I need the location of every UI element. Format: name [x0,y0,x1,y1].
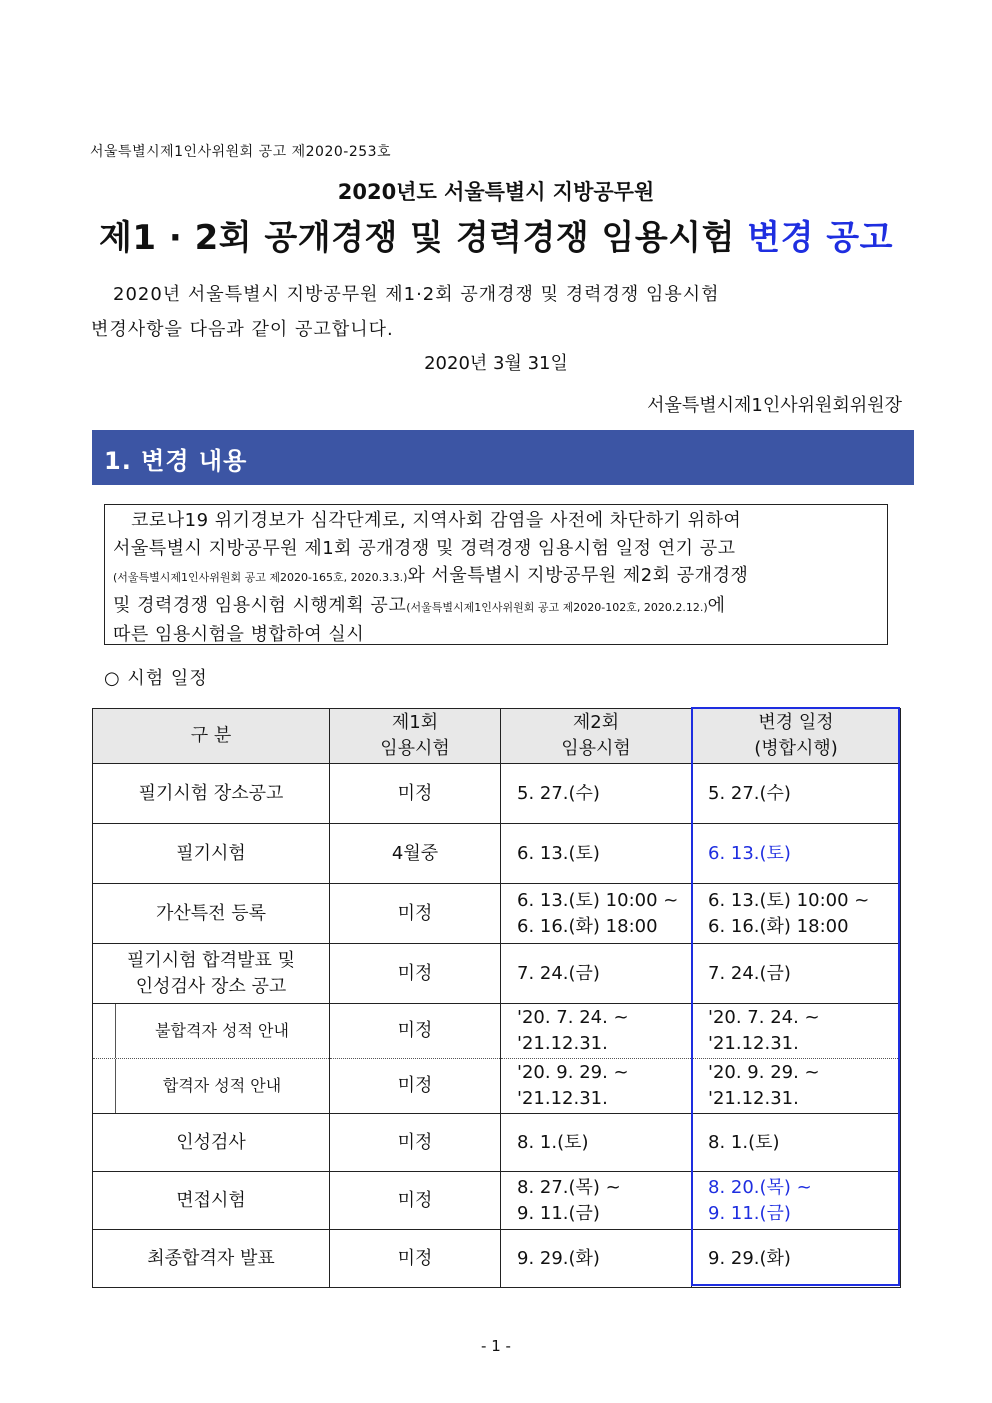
row-name: 인성검사 [93,1114,330,1172]
row-round1: 미정 [330,944,501,1004]
row-round2: '20. 7. 24. ~ '21.12.31. [501,1004,692,1059]
summary-line-4-end: 에 [707,594,726,616]
summary-line-4-text: 및 경력경쟁 임용시험 시행계획 공고 [113,594,407,616]
row-changed: 6. 13.(토) [692,824,901,884]
row-round1: 미정 [330,1172,501,1230]
signer: 서울특별시제1인사위원회위원장 [647,395,902,416]
row-round2: 9. 29.(화) [501,1230,692,1288]
table-header-row [93,709,901,764]
row-round2: 8. 1.(토) [501,1114,692,1172]
title-line-1: 2020년도 서울특별시 지방공무원 [337,180,655,204]
summary-line-1: 코로나19 위기경보가 심각단계로, 지역사회 감염을 사전에 차단하기 위하여 [131,510,742,531]
header-changed: 변경 일정 (병합시행) [692,709,901,764]
table-row [93,1059,901,1114]
row-round2: 5. 27.(수) [501,764,692,824]
row-round1: 미정 [330,1114,501,1172]
notice-date: 2020년 3월 31일 [424,353,568,374]
summary-ref-1: (서울특별시제1인사위원회 공고 제2020-165호, 2020.3.3.) [113,571,408,584]
table-row [93,884,901,944]
header-round1: 제1회 임용시험 [330,709,501,764]
row-changed: 8. 20.(목) ~ 9. 11.(금) [692,1172,901,1230]
row-changed: 6. 13.(토) 10:00 ~ 6. 16.(화) 18:00 [692,884,901,944]
title-highlight: 변경 공고 [747,218,893,258]
row-round1: 미정 [330,884,501,944]
header-round2: 제2회 임용시험 [501,709,692,764]
schedule-label: ○ 시험 일정 [104,668,208,689]
row-round2: 6. 13.(토) [501,824,692,884]
table-row [93,1114,901,1172]
table-row [93,824,901,884]
page-number: - 1 - [481,1337,511,1355]
summary-line-2: 서울특별시 지방공무원 제1회 공개경쟁 및 경력경쟁 임용시험 일정 연기 공고 [113,537,736,559]
row-round1: 미정 [330,1230,501,1288]
row-name: 필기시험 장소공고 [93,764,330,824]
row-changed: '20. 7. 24. ~ '21.12.31. [692,1004,901,1059]
title-main: 제1 · 2회 공개경쟁 및 경력경쟁 임용시험 [99,218,735,258]
title-line-2 [0,210,992,259]
row-round1: 미정 [330,1004,501,1059]
intro-line-2: 변경사항을 다음과 같이 공고합니다. [91,319,394,340]
summary-line-4 [113,592,879,622]
summary-line-5: 따른 임용시험을 병합하여 실시 [113,624,365,645]
table-row [93,1004,901,1059]
row-name: 불합격자 성적 안내 [93,1004,330,1059]
row-name: 필기시험 합격발표 및 인성검사 장소 공고 [93,944,330,1004]
table-row [93,1230,901,1288]
summary-box [104,504,888,645]
row-name: 최종합격자 발표 [93,1230,330,1288]
row-name: 가산특전 등록 [93,884,330,944]
row-name: 합격자 성적 안내 [93,1059,330,1114]
schedule-table [92,708,901,1288]
section-1-title: 1. 변경 내용 [104,447,248,475]
row-round2: 8. 27.(목) ~ 9. 11.(금) [501,1172,692,1230]
summary-line-3-text: 와 서울특별시 지방공무원 제2회 공개경쟁 [407,565,749,586]
header-category: 구 분 [93,709,330,764]
table-row [93,944,901,1004]
notice-number: 서울특별시제1인사위원회 공고 제2020-253호 [90,144,392,160]
summary-line-3 [113,562,879,592]
row-round1: 4월중 [330,824,501,884]
row-changed: 9. 29.(화) [692,1230,901,1288]
row-round2: 7. 24.(금) [501,944,692,1004]
summary-ref-2: (서울특별시제1인사위원회 공고 제2020-102호, 2020.2.12.) [406,600,708,614]
row-changed: 5. 27.(수) [692,764,901,824]
table-row [93,1172,901,1230]
row-round1: 미정 [330,764,501,824]
row-name: 면접시험 [93,1172,330,1230]
row-round2: '20. 9. 29. ~ '21.12.31. [501,1059,692,1114]
row-name: 필기시험 [93,824,330,884]
row-round1: 미정 [330,1059,501,1114]
table-row [93,764,901,824]
row-changed: 7. 24.(금) [692,944,901,1004]
row-changed: 8. 1.(토) [692,1114,901,1172]
section-1-bar [92,430,914,485]
row-changed: '20. 9. 29. ~ '21.12.31. [692,1059,901,1114]
row-round2: 6. 13.(토) 10:00 ~ 6. 16.(화) 18:00 [501,884,692,944]
intro-line-1: 2020년 서울특별시 지방공무원 제1·2회 공개경쟁 및 경력경쟁 임용시험 [113,284,720,305]
